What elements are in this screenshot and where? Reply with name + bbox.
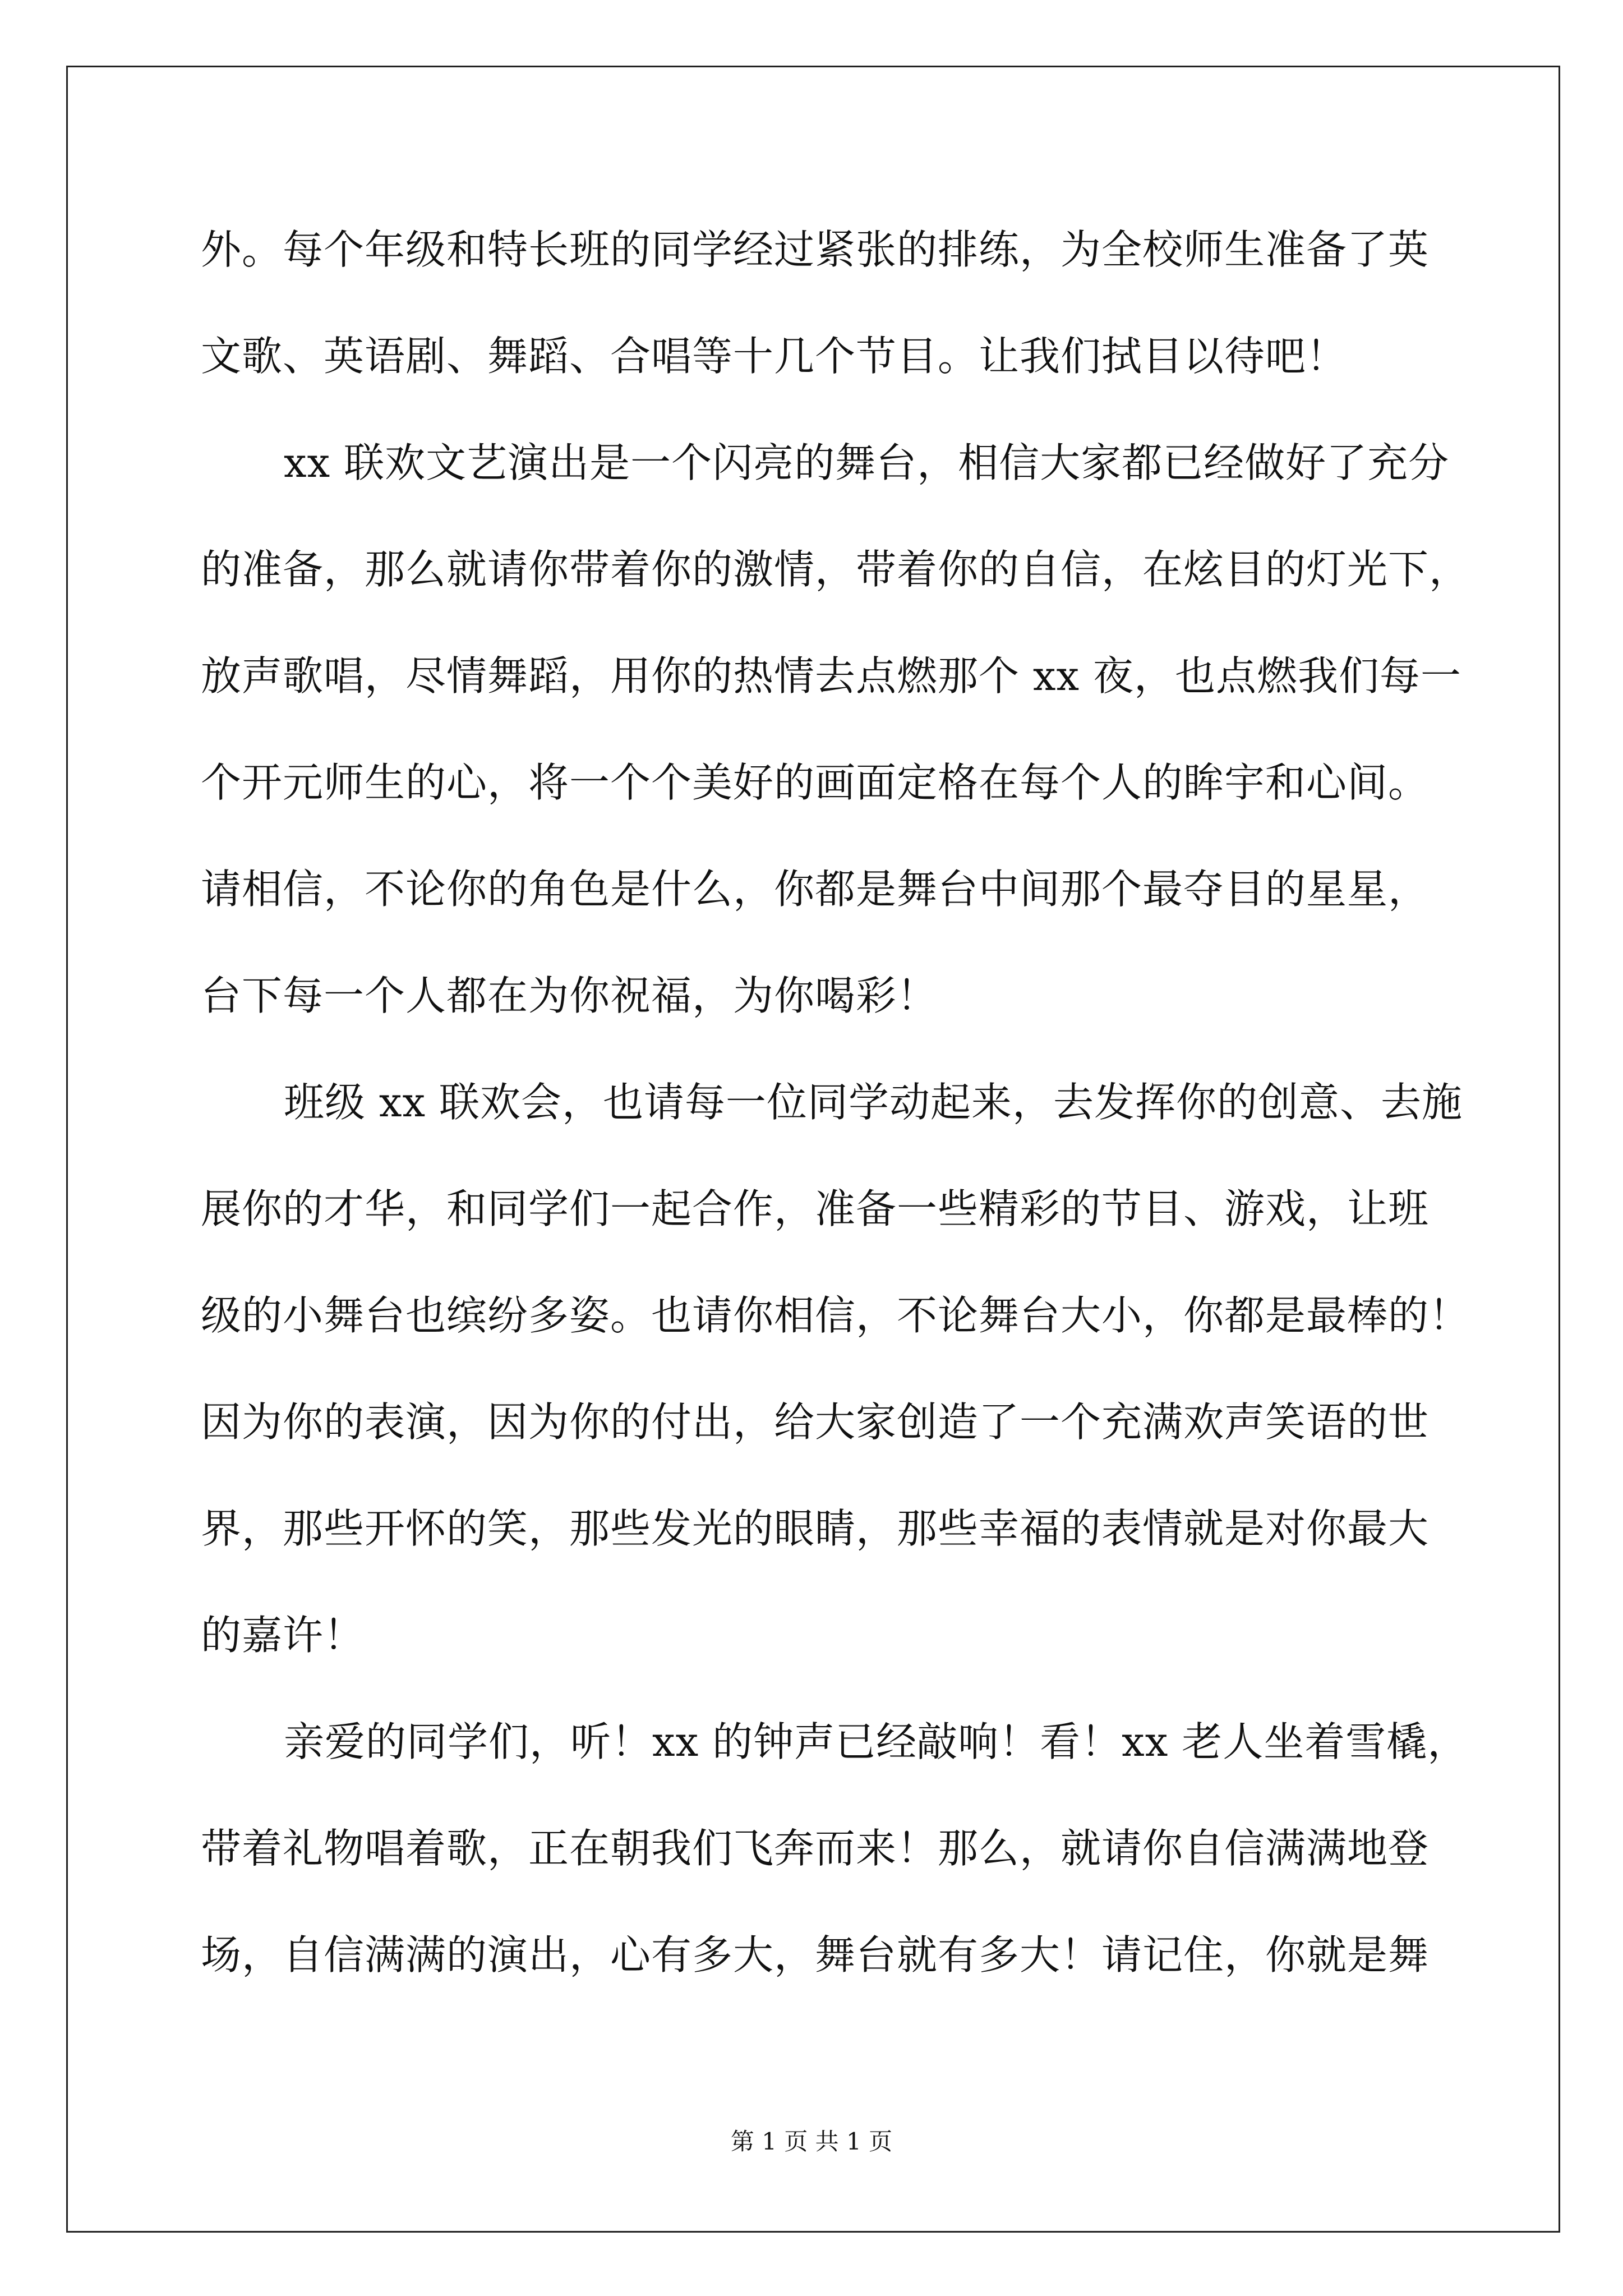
text-line: 级的小舞台也缤纷多姿。也请你相信，不论舞台大小，你都是最棒的！ bbox=[201, 1292, 1470, 1339]
text-line: 的嘉许！ bbox=[201, 1612, 365, 1659]
text-line: 界，那些开怀的笑，那些发光的眼睛，那些幸福的表情就是对你最大 bbox=[201, 1505, 1430, 1552]
page-number-footer: 第 1 页 共 1 页 bbox=[730, 2128, 893, 2155]
text-line: 文歌、英语剧、舞蹈、合唱等十几个节目。让我们拭目以待吧！ bbox=[201, 333, 1348, 380]
text-line: 班级 xx 联欢会，也请每一位同学动起来，去发挥你的创意、去施 bbox=[284, 1079, 1463, 1126]
text-line: 个开元师生的心，将一个个美好的画面定格在每个人的眸宇和心间。 bbox=[201, 759, 1430, 806]
text-line: 亲爱的同学们，听！xx 的钟声已经敲响！看！xx 老人坐着雪橇， bbox=[284, 1718, 1469, 1765]
document-body bbox=[201, 213, 1470, 2025]
text-line: 场，自信满满的演出，心有多大，舞台就有多大！请记住，你就是舞 bbox=[201, 1931, 1430, 1978]
text-line: 因为你的表演，因为你的付出，给大家创造了一个充满欢声笑语的世 bbox=[201, 1398, 1430, 1446]
text-line: 台下每一个人都在为你祝福，为你喝彩！ bbox=[201, 972, 938, 1019]
text-line: 请相信，不论你的角色是什么，你都是舞台中间那个最夺目的星星， bbox=[201, 866, 1430, 913]
text-line: 放声歌唱，尽情舞蹈，用你的热情去点燃那个 xx 夜，也点燃我们每一 bbox=[201, 652, 1461, 700]
text-line: xx 联欢文艺演出是一个闪亮的舞台，相信大家都已经做好了充分 bbox=[284, 439, 1450, 486]
text-line: 的准备，那么就请你带着你的激情，带着你的自信，在炫目的灯光下， bbox=[201, 546, 1470, 593]
text-line: 展你的才华，和同学们一起合作，准备一些精彩的节目、游戏，让班 bbox=[201, 1185, 1430, 1232]
text-line: 带着礼物唱着歌，正在朝我们飞奔而来！那么，就请你自信满满地登 bbox=[201, 1825, 1430, 1872]
text-line: 外。每个年级和特长班的同学经过紧张的排练，为全校师生准备了英 bbox=[201, 226, 1430, 273]
